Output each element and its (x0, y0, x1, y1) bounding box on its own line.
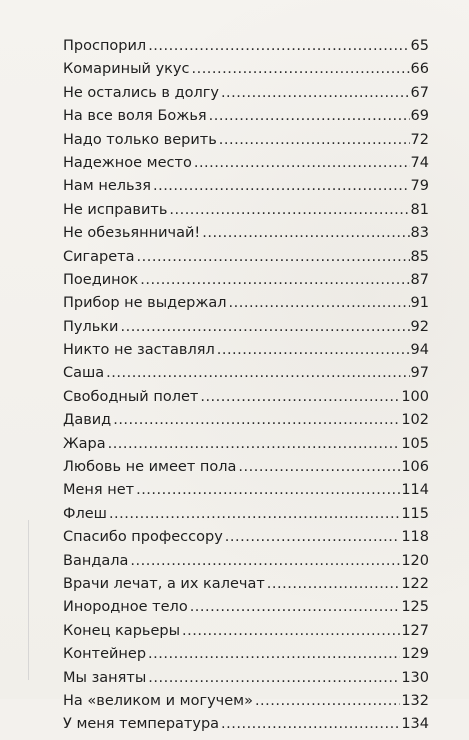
toc-entry-page-number: 100 (401, 388, 429, 405)
toc-entry-title: Мы заняты (63, 669, 147, 686)
toc-entry-title: Врачи лечат, а их калечат (63, 575, 265, 592)
toc-dot-leader (120, 319, 409, 335)
toc-entry-title: Жара (63, 435, 106, 452)
toc-entry-title: Не остались в долгу (63, 84, 219, 101)
toc-entry (63, 646, 429, 669)
toc-dot-leader (202, 225, 409, 241)
toc-dot-leader (136, 482, 400, 498)
toc-entry (63, 38, 429, 61)
toc-entry-page-number: 69 (410, 108, 429, 125)
toc-entry-page-number: 67 (410, 84, 429, 101)
toc-entry-title: Нам нельзя (63, 178, 151, 195)
toc-entry-page-number: 115 (401, 505, 429, 522)
toc-entry-page-number: 74 (410, 154, 429, 171)
toc-entry-title: Любовь не имеет пола (63, 459, 237, 476)
toc-entry-page-number: 92 (410, 318, 429, 335)
toc-entry-page-number: 81 (410, 201, 429, 218)
toc-entry (63, 202, 429, 225)
toc-dot-leader (190, 599, 401, 615)
toc-entry-title: Вандала (63, 552, 129, 569)
toc-entry-page-number: 97 (410, 365, 429, 382)
toc-entry-page-number: 130 (401, 669, 429, 686)
toc-entry-title: Давид (63, 412, 112, 429)
toc-entry-title: На все воля Божья (63, 108, 207, 125)
toc-entry-title: Никто не заставлял (63, 342, 215, 359)
toc-entry-page-number: 72 (410, 131, 429, 148)
toc-entry (63, 61, 429, 84)
toc-dot-leader (221, 716, 400, 732)
page-edge-shadow (28, 520, 29, 680)
toc-entry-page-number: 132 (401, 692, 429, 709)
toc-entry-title: Надо только верить (63, 131, 217, 148)
toc-entry (63, 225, 429, 248)
toc-entry-page-number: 120 (401, 552, 429, 569)
toc-entry-title: Инородное тело (63, 599, 188, 616)
toc-entry-page-number: 85 (410, 248, 429, 265)
toc-entry (63, 623, 429, 646)
toc-dot-leader (108, 436, 401, 452)
toc-entry (63, 389, 429, 412)
toc-dot-leader (137, 249, 410, 265)
toc-dot-leader (148, 670, 400, 686)
toc-dot-leader (217, 342, 410, 358)
toc-entry (63, 295, 429, 318)
toc-dot-leader (267, 576, 401, 592)
toc-entry-page-number: 87 (410, 271, 429, 288)
toc-entry (63, 365, 429, 388)
toc-dot-leader (153, 178, 410, 194)
toc-dot-leader (148, 646, 400, 662)
toc-entry-title: Не обезьянничай! (63, 225, 201, 242)
toc-dot-leader (140, 272, 409, 288)
toc-entry-page-number: 91 (410, 295, 429, 312)
toc-entry-page-number: 105 (401, 435, 429, 452)
toc-entry (63, 670, 429, 693)
toc-entry (63, 436, 429, 459)
toc-entry-page-number: 118 (401, 529, 429, 546)
table-of-contents (63, 38, 429, 740)
toc-entry-title: Сигарета (63, 248, 135, 265)
toc-entry-title: Пульки (63, 318, 119, 335)
toc-entry-page-number: 122 (401, 575, 429, 592)
toc-entry (63, 482, 429, 505)
toc-entry-title: Спасибо профессору (63, 529, 223, 546)
toc-dot-leader (169, 202, 409, 218)
toc-entry (63, 272, 429, 295)
toc-dot-leader (191, 61, 409, 77)
toc-entry-title: Саша (63, 365, 105, 382)
toc-entry-title: На «великом и могучем» (63, 692, 253, 709)
toc-entry-title: Комариный укус (63, 61, 190, 78)
toc-entry-title: Флеш (63, 505, 107, 522)
toc-entry (63, 412, 429, 435)
toc-dot-leader (109, 506, 400, 522)
toc-entry (63, 85, 429, 108)
toc-entry (63, 459, 429, 482)
toc-entry (63, 576, 429, 599)
toc-entry (63, 506, 429, 529)
toc-dot-leader (182, 623, 400, 639)
toc-entry-page-number: 102 (401, 412, 429, 429)
toc-entry (63, 342, 429, 365)
toc-entry-page-number: 125 (401, 599, 429, 616)
toc-entry (63, 108, 429, 131)
toc-dot-leader (238, 459, 400, 475)
toc-entry-title: Поединок (63, 271, 139, 288)
toc-dot-leader (148, 38, 409, 54)
toc-dot-leader (106, 365, 409, 381)
toc-entry-page-number: 94 (410, 342, 429, 359)
toc-dot-leader (194, 155, 410, 171)
toc-entry (63, 178, 429, 201)
toc-entry-title: У меня температура (63, 716, 220, 733)
toc-entry (63, 716, 429, 739)
toc-entry-title: Прибор не выдержал (63, 295, 227, 312)
toc-entry-title: Контейнер (63, 646, 147, 663)
toc-dot-leader (200, 389, 400, 405)
toc-dot-leader (221, 85, 410, 101)
toc-dot-leader (209, 108, 410, 124)
toc-entry-title: Проспорил (63, 38, 147, 54)
toc-entry (63, 553, 429, 576)
toc-entry-page-number: 134 (401, 716, 429, 733)
toc-entry (63, 249, 429, 272)
toc-entry-page-number: 114 (401, 482, 429, 499)
toc-entry (63, 319, 429, 342)
toc-dot-leader (255, 693, 400, 709)
toc-entry (63, 155, 429, 178)
toc-entry-page-number: 65 (410, 38, 429, 54)
toc-entry (63, 599, 429, 622)
toc-entry (63, 132, 429, 155)
toc-entry (63, 693, 429, 716)
toc-entry-page-number: 127 (401, 622, 429, 639)
toc-entry-page-number: 106 (401, 459, 429, 476)
toc-entry-page-number: 79 (410, 178, 429, 195)
toc-entry-title: Свободный полет (63, 388, 199, 405)
toc-entry (63, 529, 429, 552)
toc-dot-leader (130, 553, 400, 569)
toc-entry-title: Конец карьеры (63, 622, 181, 639)
toc-entry-page-number: 66 (410, 61, 429, 78)
toc-entry-title: Меня нет (63, 482, 135, 499)
toc-entry-title: Не исправить (63, 201, 168, 218)
toc-entry-page-number: 83 (410, 225, 429, 242)
toc-dot-leader (229, 295, 410, 311)
toc-dot-leader (219, 132, 410, 148)
toc-entry-page-number: 129 (401, 646, 429, 663)
toc-dot-leader (113, 412, 400, 428)
toc-dot-leader (225, 529, 401, 545)
toc-entry-title: Надежное место (63, 154, 192, 171)
